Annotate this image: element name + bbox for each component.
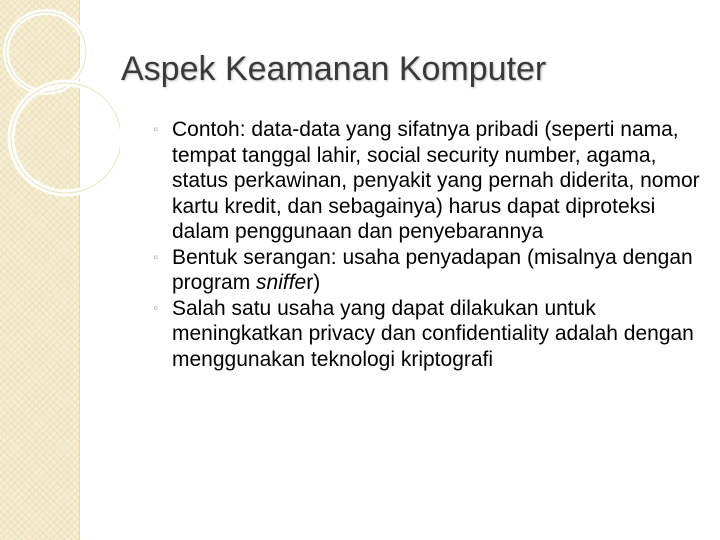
- bullet-marker-icon: ◦: [153, 248, 159, 266]
- slide-title: Aspek Keamanan Komputer: [121, 50, 547, 88]
- bullet-marker-icon: ◦: [153, 121, 159, 138]
- bullet-text: Salah satu usaha yang dapat dilakukan untuk meningkatkan privacy dan confidentiality adalah dengan menggunakan teknologi kriptografi: [172, 296, 694, 371]
- decorative-circles-icon: [0, 0, 120, 220]
- bullet-text-emphasis: sniffe: [256, 271, 307, 294]
- bullet-list: [144, 117, 710, 372]
- bullet-item-attack-form: [144, 245, 710, 296]
- bullet-item-cryptography: [144, 296, 710, 373]
- bullet-text: Contoh: data-data yang sifatnya pribadi (seperti nama, tempat tanggal lahir, social security number, agama, status perkawinan, penyakit yang pernah diderita, nomor kartu kredit, dan sebagainya) harus dapat diproteksi dalam penggunaan dan penyebarannya: [172, 118, 700, 243]
- bullet-marker-icon: ◦: [153, 299, 159, 317]
- bullet-text-part: r): [306, 271, 321, 294]
- bullet-text: [172, 246, 693, 295]
- bullet-item-example: [144, 117, 710, 245]
- bullet-text-part: Bentuk serangan: usaha penyadapan (misalnya dengan program: [172, 245, 693, 294]
